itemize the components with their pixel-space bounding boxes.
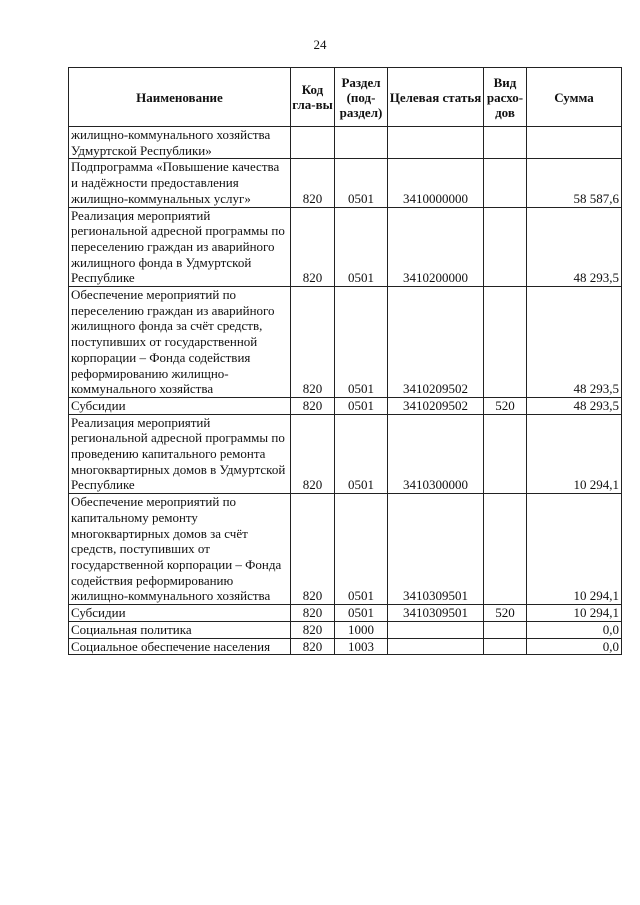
header-razdel: Раздел (под-раздел) (335, 68, 388, 127)
row-celevaya-statya (388, 127, 484, 159)
row-kod: 820 (291, 207, 335, 287)
row-name: Подпрограмма «Повышение качества и надёжности предоставления жилищно-коммунальных услуг» (69, 159, 291, 207)
row-summa: 58 587,6 (527, 159, 622, 207)
row-celevaya-statya (388, 638, 484, 655)
row-celevaya-statya (388, 621, 484, 638)
budget-table (68, 67, 622, 655)
row-name: Обеспечение мероприятий по капитальному ремонту многоквартирных домов за счёт средств, поступивших от государственной корпорации – Фонда содействия реформированию жилищно-коммунального хозяйства (69, 494, 291, 605)
row-celevaya-statya: 3410209502 (388, 397, 484, 414)
row-razdel: 0501 (335, 287, 388, 398)
row-razdel: 1003 (335, 638, 388, 655)
table-row (69, 621, 622, 638)
row-celevaya-statya: 3410300000 (388, 414, 484, 494)
row-name: Социальная политика (69, 621, 291, 638)
table-row (69, 127, 622, 159)
row-vid (484, 207, 527, 287)
row-summa: 48 293,5 (527, 397, 622, 414)
row-razdel (335, 127, 388, 159)
row-kod: 820 (291, 159, 335, 207)
row-vid: 520 (484, 605, 527, 622)
row-celevaya-statya: 3410309501 (388, 494, 484, 605)
row-kod: 820 (291, 287, 335, 398)
row-vid (484, 494, 527, 605)
table-row (69, 159, 622, 207)
row-razdel: 0501 (335, 494, 388, 605)
row-celevaya-statya: 3410209502 (388, 287, 484, 398)
row-summa: 10 294,1 (527, 494, 622, 605)
header-summa: Сумма (527, 68, 622, 127)
table-header-row (69, 68, 622, 127)
row-kod: 820 (291, 494, 335, 605)
table-row (69, 494, 622, 605)
header-celevaya-statya: Целевая статья (388, 68, 484, 127)
row-vid (484, 159, 527, 207)
row-name: Субсидии (69, 605, 291, 622)
row-summa (527, 127, 622, 159)
row-kod: 820 (291, 621, 335, 638)
row-kod: 820 (291, 638, 335, 655)
row-razdel: 0501 (335, 159, 388, 207)
row-razdel: 0501 (335, 397, 388, 414)
table-row (69, 605, 622, 622)
row-vid (484, 127, 527, 159)
row-summa: 0,0 (527, 621, 622, 638)
row-vid (484, 638, 527, 655)
header-name: Наименование (69, 68, 291, 127)
row-name: Реализация мероприятий региональной адресной программы по переселению граждан из аварийного жилищного фонда в Удмуртской Республике (69, 207, 291, 287)
page-number: 24 (313, 37, 327, 52)
row-name: жилищно-коммунального хозяйства Удмуртской Республики» (69, 127, 291, 159)
row-razdel: 0501 (335, 207, 388, 287)
row-kod (291, 127, 335, 159)
row-vid: 520 (484, 397, 527, 414)
row-kod: 820 (291, 605, 335, 622)
row-celevaya-statya: 3410309501 (388, 605, 484, 622)
row-vid (484, 287, 527, 398)
header-kod-glavy: Код гла-вы (291, 68, 335, 127)
row-name: Реализация мероприятий региональной адресной программы по проведению капитального ремонта многоквартирных домов в Удмуртской Республике (69, 414, 291, 494)
table-row (69, 414, 622, 494)
row-name: Социальное обеспечение населения (69, 638, 291, 655)
row-summa: 48 293,5 (527, 287, 622, 398)
row-razdel: 0501 (335, 605, 388, 622)
row-celevaya-statya: 3410000000 (388, 159, 484, 207)
row-vid (484, 621, 527, 638)
table-row (69, 397, 622, 414)
row-name: Обеспечение мероприятий по переселению граждан из аварийного жилищного фонда за счёт средств, поступивших от государственной корпорации – Фонда содействия реформированию жилищно-коммунального хозяйства (69, 287, 291, 398)
row-celevaya-statya: 3410200000 (388, 207, 484, 287)
table-row (69, 207, 622, 287)
row-summa: 10 294,1 (527, 414, 622, 494)
row-kod: 820 (291, 397, 335, 414)
row-summa: 0,0 (527, 638, 622, 655)
row-razdel: 0501 (335, 414, 388, 494)
row-summa: 10 294,1 (527, 605, 622, 622)
row-razdel: 1000 (335, 621, 388, 638)
row-name: Субсидии (69, 397, 291, 414)
row-kod: 820 (291, 414, 335, 494)
header-vid-raskhodov: Вид расхо-дов (484, 68, 527, 127)
table-row (69, 287, 622, 398)
table-row (69, 638, 622, 655)
row-summa: 48 293,5 (527, 207, 622, 287)
row-vid (484, 414, 527, 494)
